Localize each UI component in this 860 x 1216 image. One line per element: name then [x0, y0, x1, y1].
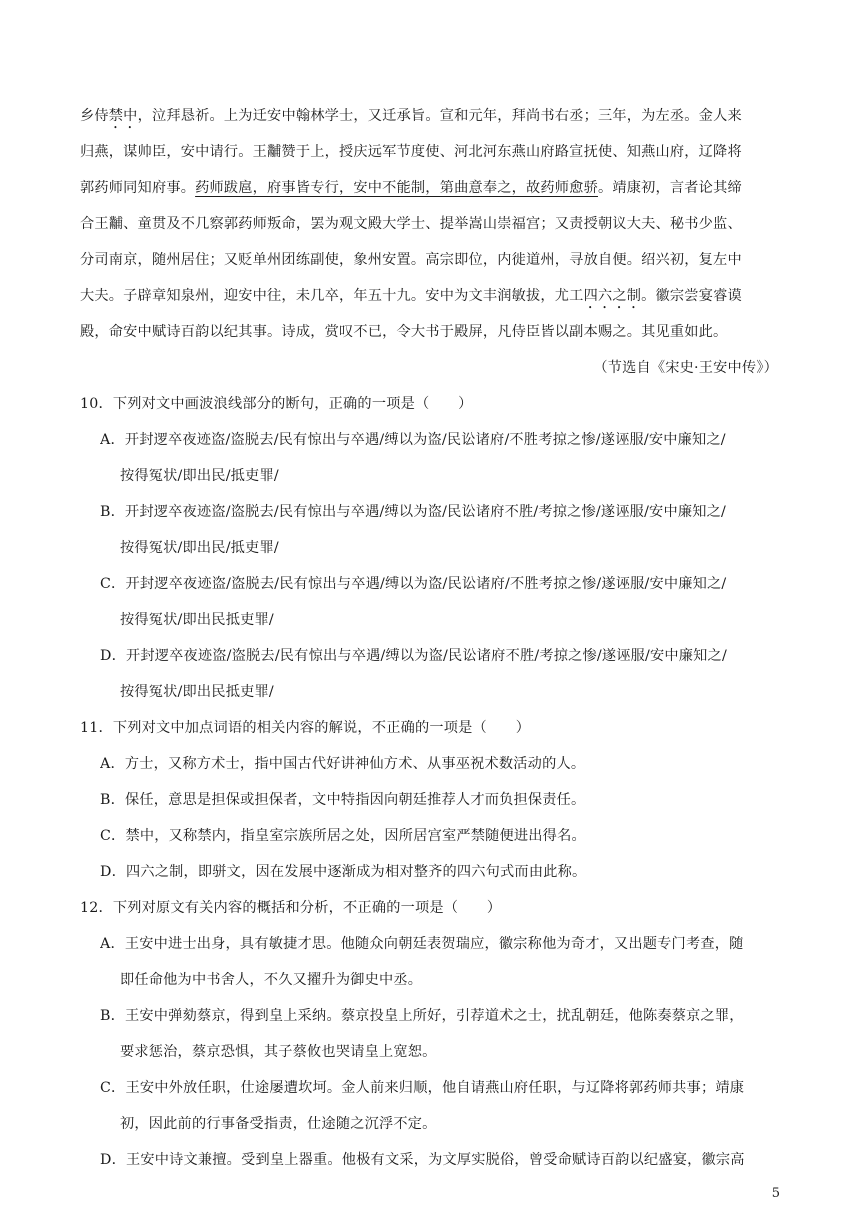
passage-line: 殿，命安中赋诗百韵以纪其事。诗成，赏叹不已，令大书于殿屏，凡侍臣皆以副本赐之。其见重如此。	[80, 324, 728, 340]
dotted-term-jinzhong: 禁中	[108, 108, 138, 124]
passage-line	[80, 178, 780, 198]
source-citation: （节选自《宋史·王安中传》）	[593, 360, 778, 376]
q11-option-d: D．四六之制，即骈文，因在发展中逐渐成为相对整齐的四六句式而由此称。	[100, 864, 587, 880]
q12-option-a: A．王安中进士出身，具有敏捷才思。他随众向朝廷表贺瑞应，徽宗称他为奇才，又出题专门考查，随	[100, 936, 744, 952]
q11-option-b: B．保任，意思是担保或担保者，文中特指因向朝廷推荐人才而负担保责任。	[100, 792, 586, 808]
passage-line: 合王黼、童贯及不几察郭药师叛命，罢为观文殿大学士、提举嵩山崇福宫；又责授朝议大夫、秘书少监、	[80, 216, 742, 232]
q10-option-b-cont: 按得冤状/即出民/抵吏罪/	[120, 540, 279, 556]
q12-option-a-cont: 即任命他为中书舍人，不久又擢升为御史中丞。	[120, 972, 423, 988]
passage-text: 。徽宗尝宴睿谟	[641, 288, 742, 304]
passage-text: ，泣拜恳祈。上为迁安中翰林学士，又迁承旨。宣和元年，拜尚书右丞；三年，为左丞。金人来	[137, 108, 742, 124]
passage-text: 。靖康初，言者论其缔	[597, 180, 742, 196]
q10-option-a: A．开封逻卒夜迹盗/盗脱去/民有惊出与卒遇/缚以为盗/民讼诸府/不胜考掠之惨/遂诬服/安中廉知之/	[100, 432, 726, 448]
passage-text: 乡侍	[80, 108, 109, 124]
q12-option-d: D．王安中诗文兼擅。受到皇上器重。他极有文采，为文厚实脱俗，曾受命赋诗百韵以纪盛宴，徽宗高	[100, 1152, 745, 1168]
dotted-term-siliu: 四六之制	[583, 288, 642, 304]
question-10-stem: 10．下列对文中画波浪线部分的断句，正确的一项是（ ）	[80, 396, 473, 412]
q10-option-d: D．开封逻卒夜迹盗/盗脱去/民有惊出与卒遇/缚以为盗/民讼诸府不胜/考掠之惨/遂诬服/安中廉知之/	[100, 648, 727, 664]
underlined-sentence: 药师跋扈，府事皆专行，安中不能制，第曲意奉之，故药师愈骄	[195, 180, 598, 196]
page-number: 5	[771, 1186, 780, 1201]
q10-option-d-cont: 按得冤状/即出民抵吏罪/	[120, 684, 274, 700]
q11-option-a: A．方士，又称方术士，指中国古代好讲神仙方术、从事巫祝术数活动的人。	[100, 756, 586, 772]
q12-option-c: C．王安中外放任职，仕途屡遭坎坷。金人前来归顺，他自请燕山府任职，与辽降将郭药师共事；靖康	[100, 1080, 745, 1096]
q10-option-b: B．开封逻卒夜迹盗/盗脱去/民有惊出与卒遇/缚以为盗/民讼诸府不胜/考掠之惨/遂诬服/安中廉知之/	[100, 504, 726, 520]
passage-text: 郭药师同知府事。	[80, 180, 196, 196]
q12-option-b-cont: 要求惩治，蔡京恐惧，其子蔡攸也哭请皇上宽恕。	[120, 1044, 437, 1060]
q10-option-c: C．开封逻卒夜迹盗/盗脱去/民有惊出与卒遇/缚以为盗/民讼诸府/不胜考掠之惨/遂诬服/安中廉知之/	[100, 576, 727, 592]
q12-option-c-cont: 初，因此前的行事备受指责，仕途随之沉浮不定。	[120, 1116, 437, 1132]
passage-line	[80, 106, 780, 132]
passage-line: 分司南京，随州居住；又贬单州团练副使，象州安置。高宗即位，内徙道州，寻放自便。绍兴初，复左中	[80, 252, 742, 268]
passage-line: 归燕，谋帅臣，安中请行。王黼赞于上，授庆远军节度使、河北河东燕山府路宣抚使、知燕山府，辽降将	[80, 144, 742, 160]
q10-option-a-cont: 按得冤状/即出民/抵吏罪/	[120, 468, 279, 484]
passage-line	[80, 286, 780, 312]
q11-option-c: C．禁中，又称禁内，指皇室宗族所居之处，因所居宫室严禁随便进出得名。	[100, 828, 586, 844]
q10-option-c-cont: 按得冤状/即出民抵吏罪/	[120, 612, 274, 628]
question-11-stem: 11．下列对文中加点词语的相关内容的解说，不正确的一项是（ ）	[80, 720, 531, 736]
question-12-stem: 12．下列对原文有关内容的概括和分析，不正确的一项是（ ）	[80, 900, 502, 916]
passage-text: 大夫。子辟章知泉州，迎安中往，未几卒，年五十九。安中为文丰润敏拔，尤工	[80, 288, 584, 304]
q12-option-b: B．王安中弹劾蔡京，得到皇上采纳。蔡京投皇上所好，引荐道术之士，扰乱朝廷，他陈奏蔡京之罪，	[100, 1008, 744, 1024]
